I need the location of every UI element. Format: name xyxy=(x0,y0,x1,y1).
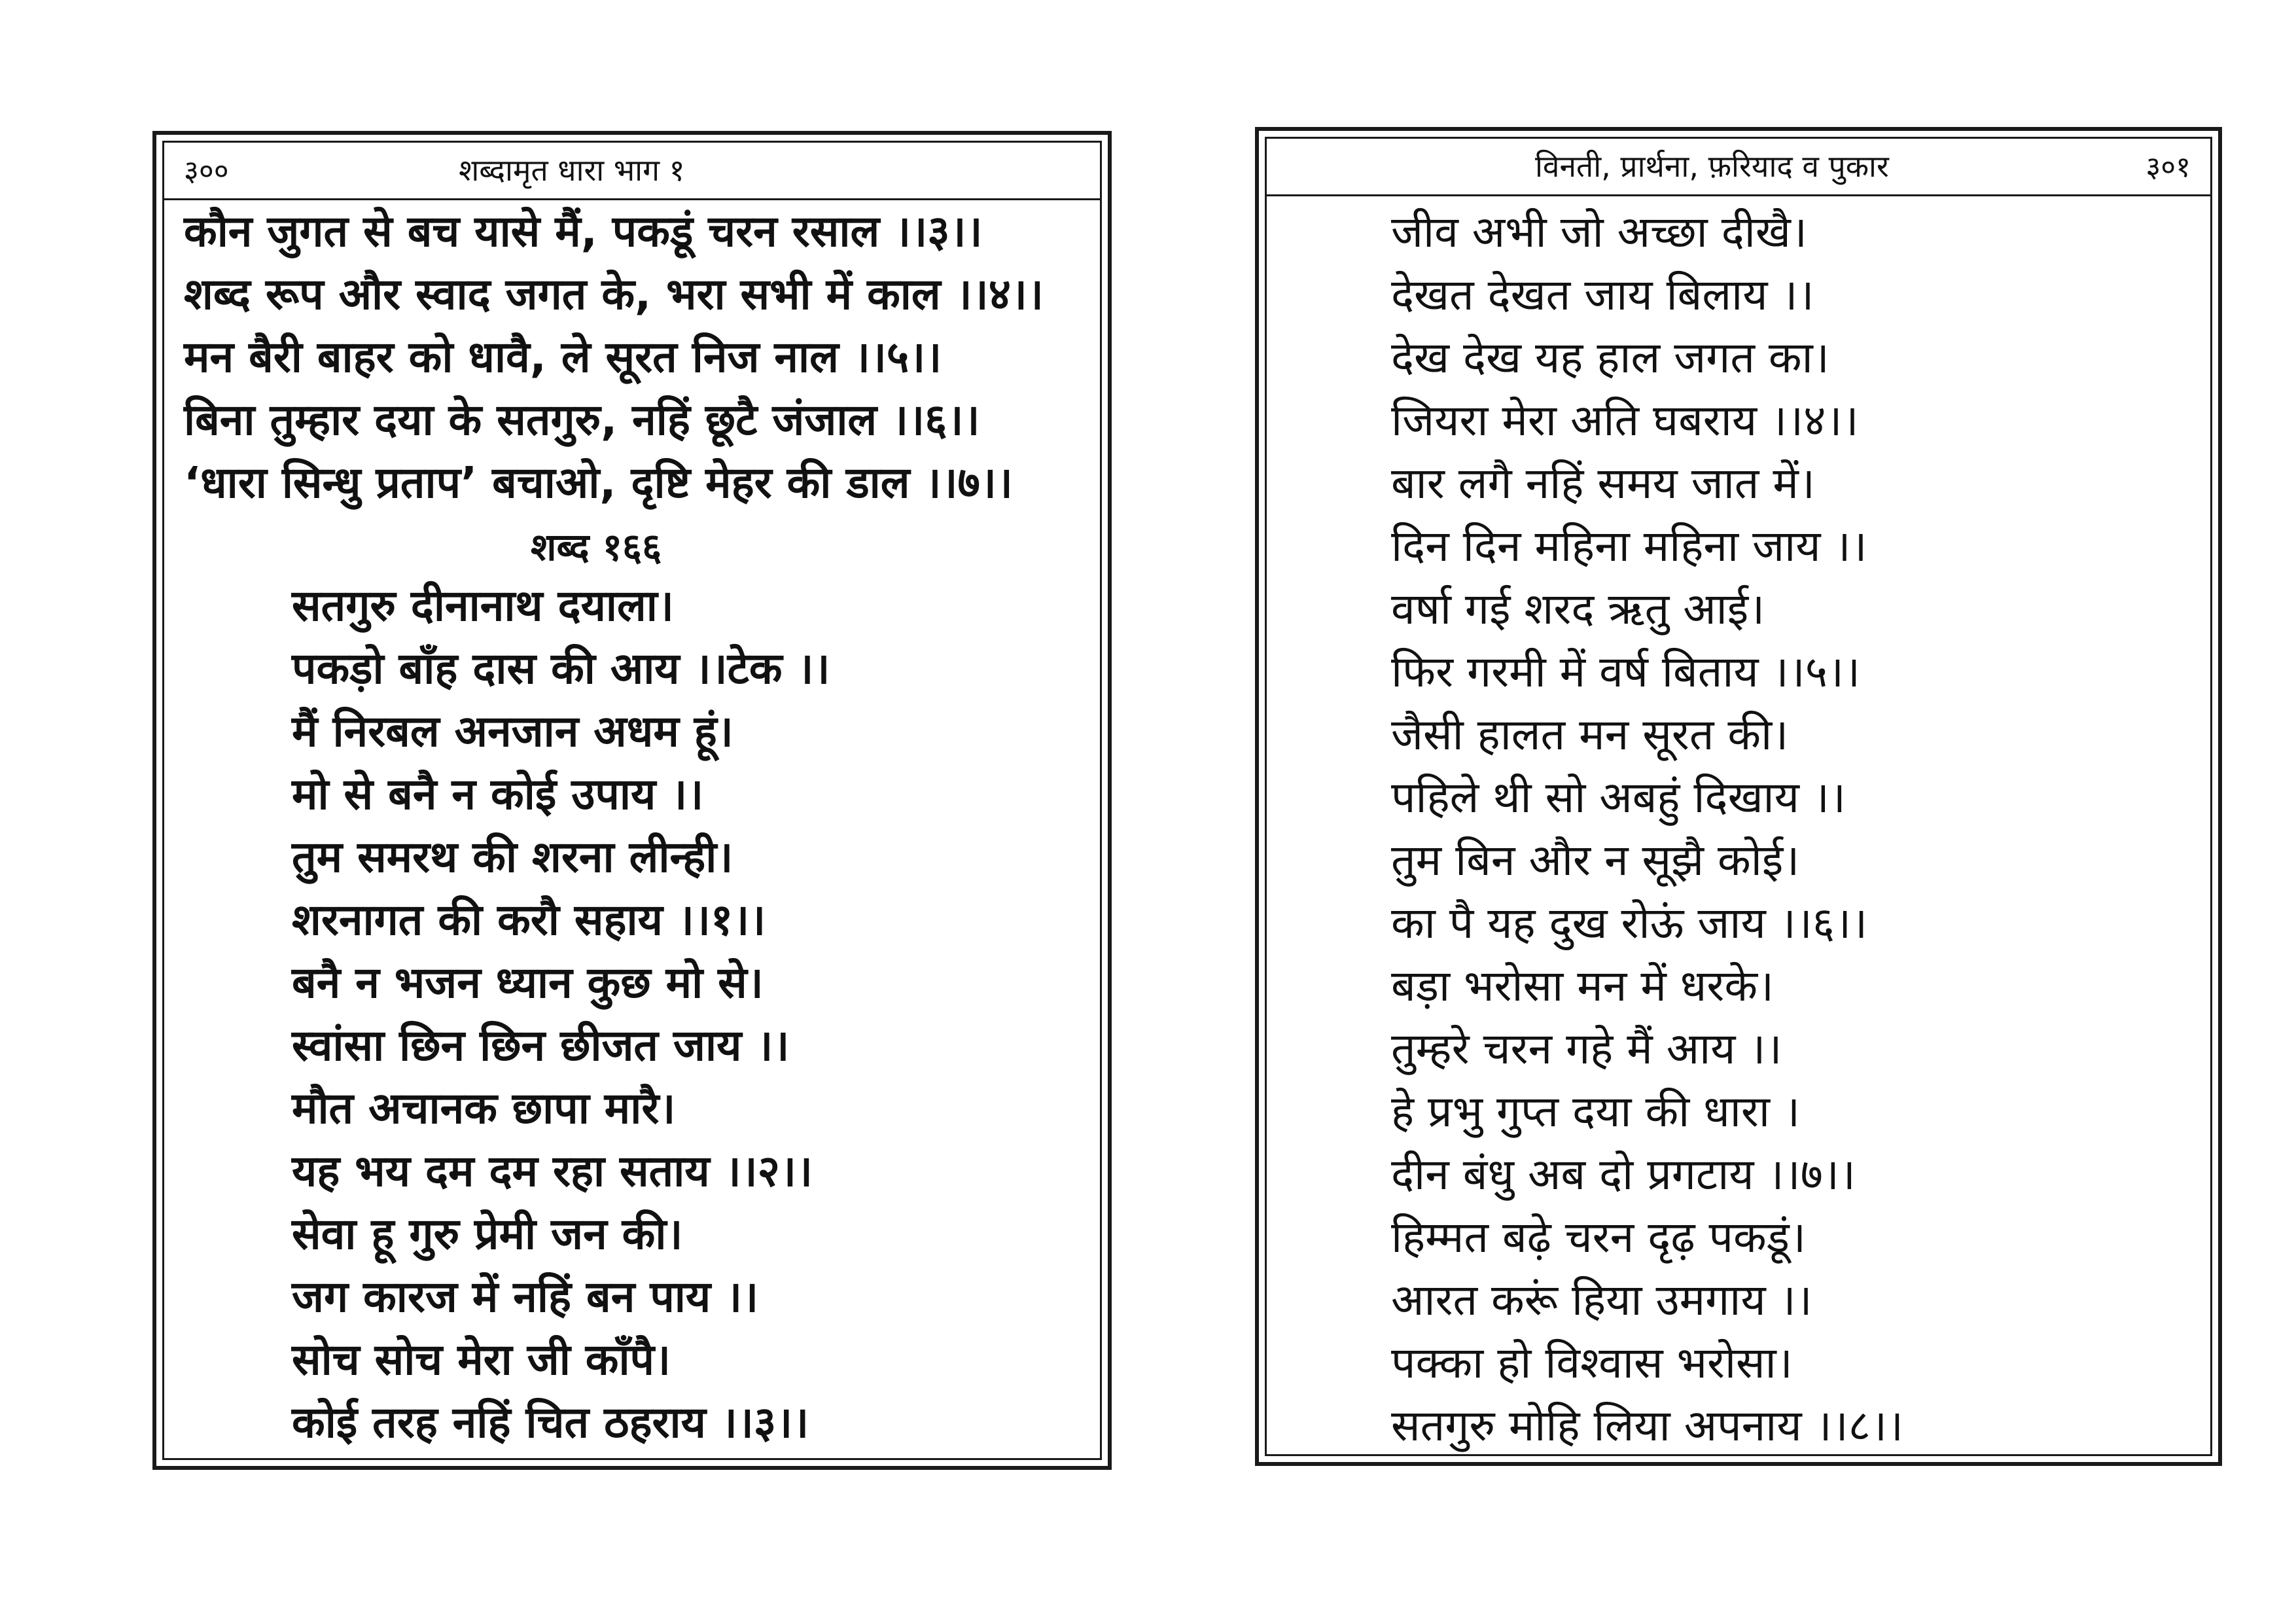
right-page-number: ३०१ xyxy=(2146,151,2191,184)
verse-line: सोच सोच मेरा जी काँपै। xyxy=(292,1334,671,1385)
continued-line-7: ‘धारा सिन्धु प्रताप’ बचाओ, दृष्टि मेहर की डाल ।।७।। xyxy=(184,457,1013,508)
verse-line: जियरा मेरा अति घबराय ।।४।। xyxy=(1391,395,1859,446)
verse-line: कोई तरह नहिं चित ठहराय ।।३।। xyxy=(292,1397,809,1448)
verse-line: मौत अचानक छापा मारै। xyxy=(292,1083,676,1133)
verse-line: जीव अभी जो अच्छा दीखै। xyxy=(1391,207,1807,257)
verse-line: आरत करूं हिया उमगाय ।। xyxy=(1391,1275,1812,1325)
verse-line: यह भय दम दम रहा सताय ।।२।। xyxy=(292,1146,813,1196)
right-page xyxy=(1148,0,2296,1623)
verse-line: फिर गरमी में वर्ष बिताय ।।५।। xyxy=(1391,647,1861,697)
verse-line: मैं निरबल अनजान अधम हूं। xyxy=(292,706,733,757)
shabd-heading: शब्द १६६ xyxy=(531,525,662,569)
verse-line: देखत देखत जाय बिलाय ।। xyxy=(1391,270,1814,320)
verse-line: तुम्हरे चरन गहे मैं आय ।। xyxy=(1391,1024,1782,1074)
left-page-number: ३०० xyxy=(184,154,229,188)
verse-line: वर्षा गई शरद ऋतु आई। xyxy=(1391,584,1765,634)
verse-line: देख देख यह हाल जगत का। xyxy=(1391,332,1829,383)
verse-line: पक्का हो विश्वास भरोसा। xyxy=(1391,1338,1793,1388)
verse-line: दिन दिन महिना महिना जाय ।। xyxy=(1391,521,1867,571)
verse-line: पकड़ो बाँह दास की आय ।।टेक ।। xyxy=(292,643,830,694)
verse-line: हिम्मत बढ़े चरन दृढ़ पकडूं। xyxy=(1391,1212,1806,1262)
verse-line: सतगुरु मोहि लिया अपनाय ।।८।। xyxy=(1391,1400,1903,1451)
left-page-header xyxy=(164,143,1100,200)
right-page-running-title: विनती, प्रार्थना, फ़रियाद व पुकार xyxy=(1535,149,1889,184)
verse-line: स्वांसा छिन छिन छीजत जाय ।। xyxy=(292,1020,790,1071)
right-page-header xyxy=(1267,139,2210,196)
left-page-running-title: शब्दामृत धारा भाग १ xyxy=(459,152,685,188)
verse-line: पहिले थी सो अबहुं दिखाय ।। xyxy=(1391,772,1846,823)
verse-line: का पै यह दुख रोऊं जाय ।।६।। xyxy=(1391,898,1868,948)
verse-line: हे प्रभु गुप्त दया की धारा । xyxy=(1391,1086,1800,1137)
continued-line-3: कौन जुगत से बच यासे मैं, पकडूं चरन रसाल ।।३।। xyxy=(184,206,983,257)
verse-line: तुम समरथ की शरना लीन्ही। xyxy=(292,832,733,882)
left-page-inner-frame xyxy=(162,141,1102,1460)
verse-line: जग कारज में नहिं बन पाय ।। xyxy=(292,1272,759,1322)
verse-line: बड़ा भरोसा मन में धरके। xyxy=(1391,961,1775,1011)
right-page-inner-frame xyxy=(1265,137,2212,1456)
continued-line-4: शब्द रूप और स्वाद जगत के, भरा सभी में काल ।।४।। xyxy=(184,269,1044,319)
verse-line: तुम बिन और न सूझै कोई। xyxy=(1391,835,1800,885)
verse-line: सतगुरु दीनानाथ दयाला। xyxy=(292,580,674,631)
verse-line: मो से बनै न कोई उपाय ।। xyxy=(292,769,704,819)
continued-line-6: बिना तुम्हार दया के सतगुरु, नहिं छूटै जंजाल ।।६।। xyxy=(184,395,980,445)
verse-line: सेवा हू गुरु प्रेमी जन की। xyxy=(292,1209,683,1259)
verse-line: बार लगै नहिं समय जात में। xyxy=(1391,458,1815,508)
verse-line: बनै न भजन ध्यान कुछ मो से। xyxy=(292,957,764,1008)
verse-line: दीन बंधु अब दो प्रगटाय ।।७।। xyxy=(1391,1149,1856,1200)
verse-line: शरनागत की करौ सहाय ।।१।। xyxy=(292,895,766,945)
continued-line-5: मन बैरी बाहर को धावै, ले सूरत निज नाल ।।५।। xyxy=(184,332,942,382)
verse-line: जैसी हालत मन सूरत की। xyxy=(1391,709,1789,760)
